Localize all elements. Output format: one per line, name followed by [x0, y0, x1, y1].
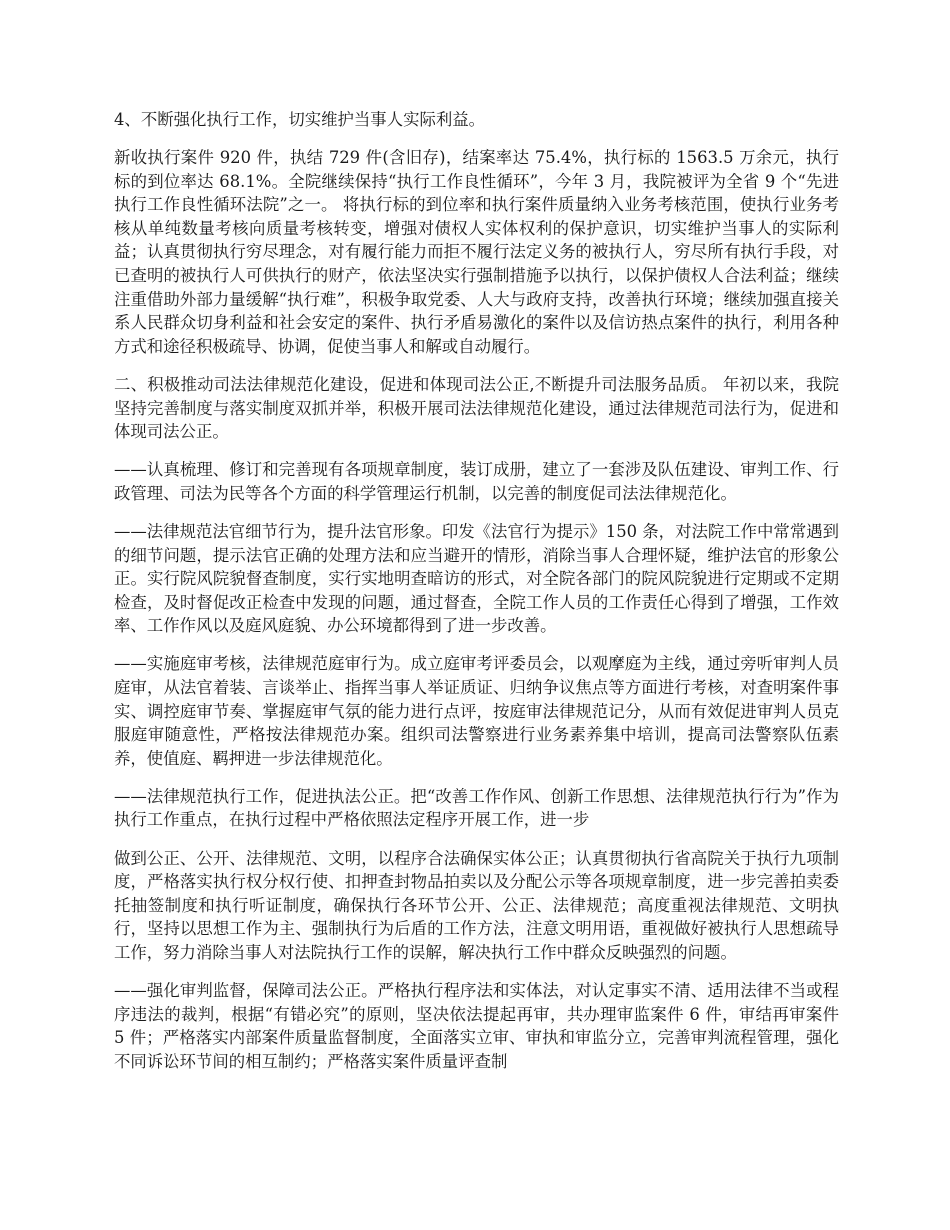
paragraph-trial-supervision: ——强化审判监督，保障司法公正。严格执行程序法和实体法，对认定事实不清、适用法律不当或程序违法的裁判，根据“有错必究”的原则，坚决依法提起再审，共办理审监案件 6 件，审结再审案件 5 件；严格落实内部案件质量监督制度，全面落实立审、审执和审监分立，完善审判流程管理，强化不同诉讼环节间的相互制约；严格落实案件质量评查制: [114, 981, 839, 1071]
paragraph-trial-assessment: ——实施庭审考核，法律规范庭审行为。成立庭审考评委员会，以观摩庭为主线，通过旁听审判人员庭审，从法官着装、言谈举止、指挥当事人举证质证、归纳争议焦点等方面进行考核，对查明案件事实、调控庭审节奏、掌握庭审气氛的能力进行点评，按庭审法律规范记分，从而有效促进审判人员克服庭审随意性，严格按法律规范办案。组织司法警察进行业务素养集中培训，提高司法警察队伍素养，使值庭、羁押进一步法律规范化。: [114, 654, 839, 768]
paragraph-enforcement-standardization: ——法律规范执行工作，促进执法公正。把“改善工作作风、创新工作思想、法律规范执行行为”作为执行工作重点，在执行过程中严格依照法定程序开展工作，进一步: [114, 786, 839, 830]
paragraph-judge-conduct: ——法律规范法官细节行为，提升法官形象。印发《法官行为提示》150 条，对法院工作中常常遇到的细节问题，提示法官正确的处理方法和应当避开的情形，消除当事人合理怀疑，维护法官的形象公正。实行院风院貌督查制度，实行实地明查暗访的形式，对全院各部门的院风院貌进行定期或不定期检查，及时督促改正检查中发现的问题，通过督查，全院工作人员的工作责任心得到了增强，工作效率、工作作风以及庭风庭貌、办公环境都得到了进一步改善。: [114, 521, 839, 636]
section-heading-enforcement: 4、不断强化执行工作，切实维护当事人实际利益。: [114, 110, 486, 129]
document-body: [114, 108, 839, 1088]
section-heading-standardization: 二、积极推动司法法律规范化建设，促进和体现司法公正,不断提升司法服务品质。 年初以来，我院坚持完善制度与落实制度双抓并举，积极开展司法法律规范化建设，通过法律规范司法行为，促进和体现司法公正。: [114, 374, 839, 442]
paragraph-enforcement-continued: 做到公正、公开、法律规范、文明，以程序合法确保实体公正；认真贯彻执行省高院关于执行九项制度，严格落实执行权分权行使、扣押查封物品拍卖以及分配公示等各项规章制度，进一步完善拍卖委托抽签制度和执行听证制度，确保执行各环节公开、公正、法律规范；高度重视法律规范、文明执行，坚持以思想工作为主、强制执行为后盾的工作方法，注意文明用语，重视做好被执行人思想疏导工作，努力消除当事人对法院执行工作的误解，解决执行工作中群众反映强烈的问题。: [114, 848, 839, 962]
paragraph-enforcement-stats: 新收执行案件 920 件，执结 729 件(含旧存)，结案率达 75.4%，执行标的 1563.5 万余元，执行标的到位率达 68.1%。全院继续保持“执行工作良性循环”，今年 3 月，我院被评为全省 9 个“先进执行工作良性循环法院”之一。 将执行标的到位率和执行案件质量纳入业务考核范围，使执行业务考核从单纯数量考核向质量考核转变，增强对债权人实体权利的保护意识，切实维护当事人的实际利益；认真贯彻执行穷尽理念，对有履行能力而拒不履行法定义务的被执行人，穷尽所有执行手段，对已查明的被执行人可供执行的财产，依法坚决实行强制措施予以执行，以保护债权人合法利益；继续注重借助外部力量缓解“执行难”，积极争取党委、人大与政府支持，改善执行环境；继续加强直接关系人民群众切身利益和社会安定的案件、执行矛盾易激化的案件以及信访热点案件的执行，利用各种方式和途径积极疏导、协调，促使当事人和解或自动履行。: [114, 148, 839, 356]
paragraph-rules-revision: ——认真梳理、修订和完善现有各项规章制度，装订成册，建立了一套涉及队伍建设、审判工作、行政管理、司法为民等各个方面的科学管理运行机制，以完善的制度促司法法律规范化。: [114, 460, 839, 503]
